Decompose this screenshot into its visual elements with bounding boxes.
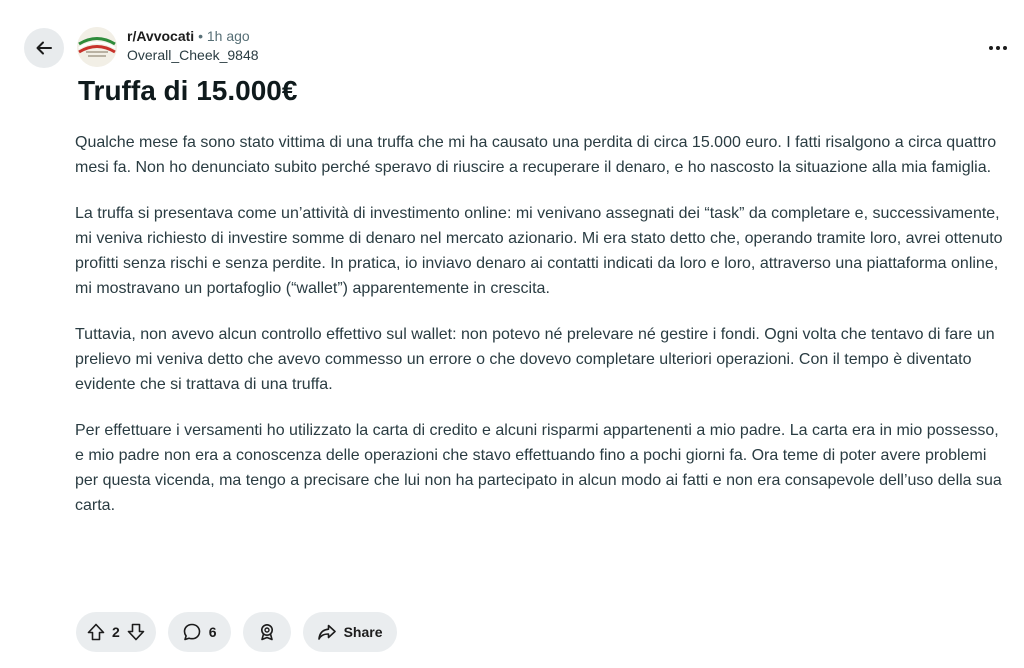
downvote-button[interactable] xyxy=(126,622,146,642)
post-actions xyxy=(76,612,397,652)
post-title: Truffa di 15.000€ xyxy=(78,75,298,106)
vote-control xyxy=(76,612,156,652)
comment-bubble-icon xyxy=(182,622,202,642)
upvote-button[interactable] xyxy=(86,622,106,642)
more-horizontal-icon xyxy=(988,45,1008,51)
post-paragraph: Qualche mese fa sono stato vittima di una truffa che mi ha causato una perdita di circa 15.000 euro. I fatti risalgono a circa quattro mesi fa. Non ho denunciato subito perché speravo di riuscire a recuperare il denaro, e ho nascosto la situazione alla mia famiglia. xyxy=(75,134,997,176)
post-paragraph: Per effettuare i versamenti ho utilizzato la carta di credito e alcuni risparmi appartenenti a mio padre. La carta era in mio possesso, e mio padre non era a conoscenza delle operazioni che stavo effettuando fino a pochi giorni fa. Ora teme di poter avere problemi per questa vicenda, ma tengo a precisare che lui non ha partecipato in alcun modo ai fatti e non era consapevole dell’uso della sua carta. xyxy=(75,422,1002,514)
comments-button[interactable] xyxy=(168,612,231,652)
meta-separator: • xyxy=(198,28,203,44)
post-paragraph: Tuttavia, non avevo alcun controllo effettivo sul wallet: non potevo né prelevare né gestire i fondi. Ogni volta che tentavo di fare un prelievo mi veniva detto che avevo commesso un errore o che dovevo completare ulteriori operazioni. Con il tempo è diventato evidente che si trattava di una truffa. xyxy=(75,326,995,393)
arrow-down-icon xyxy=(126,622,146,642)
post-body xyxy=(75,130,1010,539)
comment-count: 6 xyxy=(208,624,217,640)
author-link[interactable]: Overall_Cheek_9848 xyxy=(127,47,259,63)
share-label: Share xyxy=(343,624,383,640)
subreddit-logo-icon xyxy=(77,27,117,67)
post-meta xyxy=(127,27,259,65)
arrow-left-icon xyxy=(34,38,54,58)
subreddit-link[interactable]: r/Avvocati xyxy=(127,28,195,44)
award-button[interactable] xyxy=(243,612,291,652)
share-arrow-icon xyxy=(317,622,337,642)
back-button[interactable] xyxy=(24,28,64,68)
post-time: 1h ago xyxy=(206,28,250,44)
subreddit-avatar[interactable] xyxy=(77,27,117,67)
award-icon xyxy=(257,622,277,642)
vote-count: 2 xyxy=(112,624,120,640)
more-options-button[interactable] xyxy=(982,34,1014,62)
share-button[interactable] xyxy=(303,612,397,652)
post-paragraph: La truffa si presentava come un’attività di investimento online: mi venivano assegnati dei “task” da completare e, successivamente, mi veniva richiesto di investire somme di denaro nel mercato azionario. Mi era stato detto che, operando tramite loro, avrei ottenuto profitti senza rischi e senza perdite. In pratica, io inviavo denaro ai contatti indicati da loro e loro, attraverso una piattaforma online, mi mostravano un portafoglio (“wallet”) apparentemente in crescita. xyxy=(75,205,1003,297)
arrow-up-icon xyxy=(86,622,106,642)
